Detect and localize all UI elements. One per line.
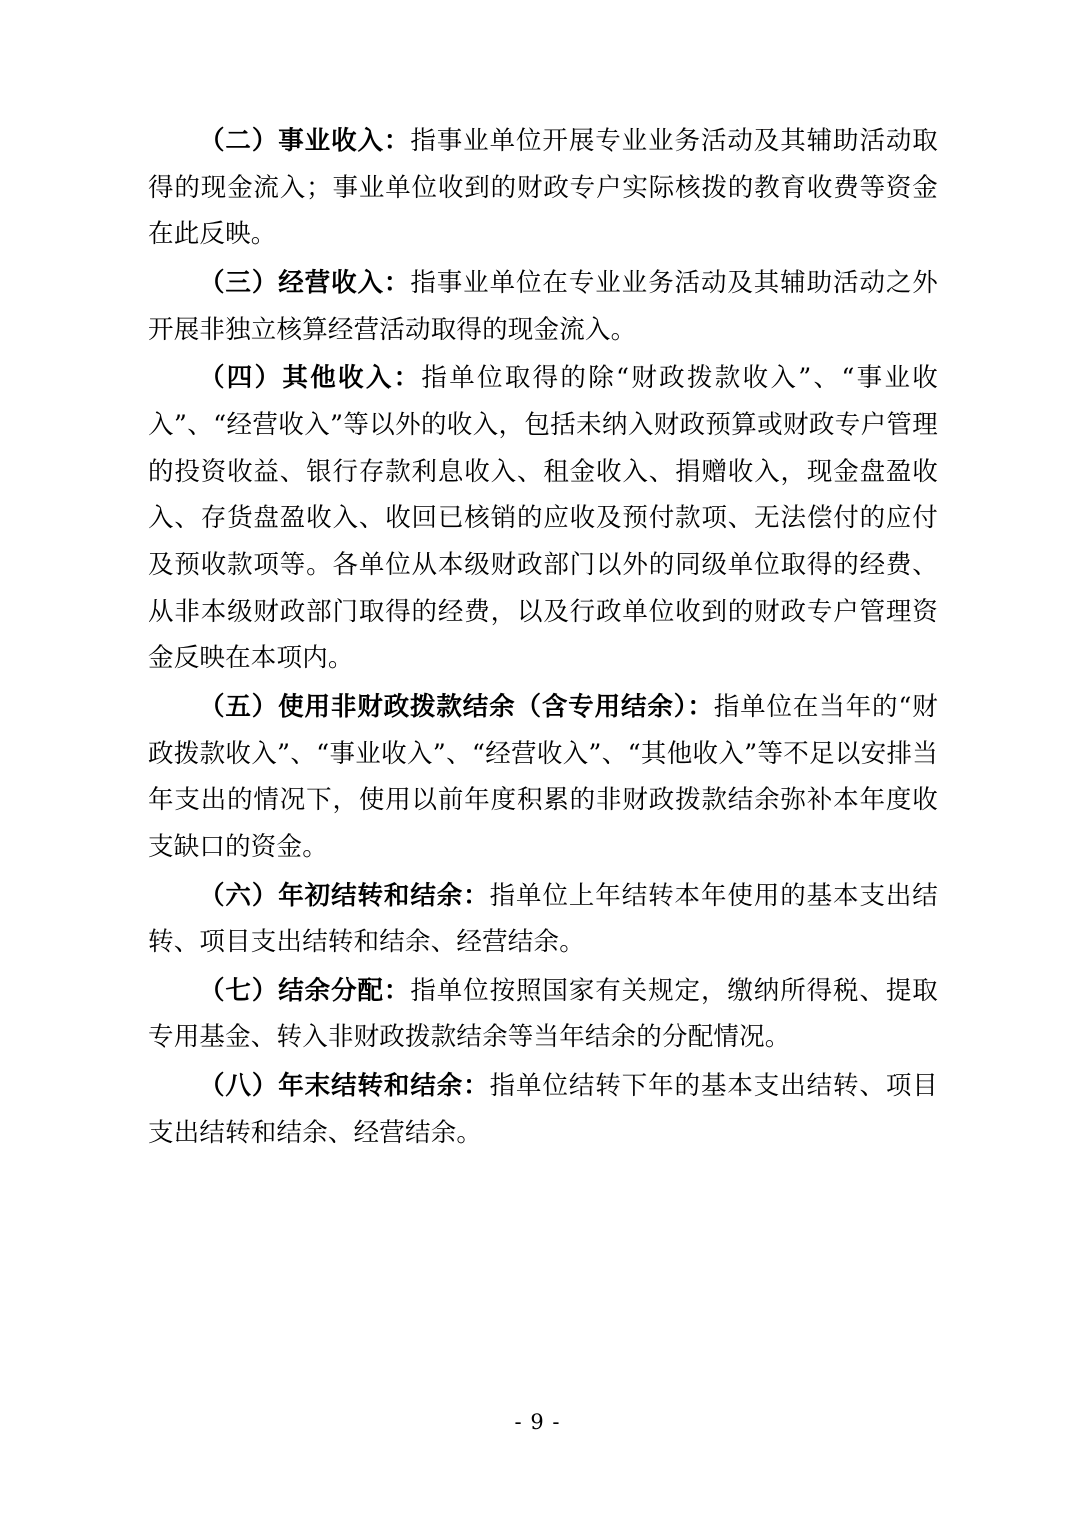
paragraph-item-4-body: 指单位取得的除“财政拨款收入”、“事业收入”、“经营收入”等以外的收入，包括未纳入财政预算或财政专户管理的投资收益、银行存款利息收入、租金收入、捐赠收入，现金盘盈收入、存货盘盈收入、收回已核销的应收及预付款项、无法偿付的应付及预收款项等。各单位从本级财政部门以外的同级单位取得的经费、从非本级财政部门取得的经费，以及行政单位收到的财政专户管理资金反映在本项内。 [148,363,938,674]
paragraph-item-6-lead: （六）年初结转和结余： [199,880,490,911]
paragraph-item-3-body: 指事业单位在专业业务活动及其辅助活动之外开展非独立核算经营活动取得的现金流入。 [148,267,938,345]
paragraph-item-2 [148,118,938,258]
paragraph-item-5-lead: （五）使用非财政拨款结余（含专用结余）： [199,691,714,722]
paragraph-item-2-body: 指事业单位开展专业业务活动及其辅助活动取得的现金流入；事业单位收到的财政专户实际核拨的教育收费等资金在此反映。 [148,126,938,250]
paragraph-item-4 [148,355,938,682]
paragraph-item-5-body: 指单位在当年的“财政拨款收入”、“事业收入”、“经营收入”、“其他收入”等不足以安排当年支出的情况下，使用以前年度积累的非财政拨款结余弥补本年度收支缺口的资金。 [148,691,938,862]
paragraph-item-3-lead: （三）经营收入： [199,267,411,298]
page-number: - 9 - [514,1410,561,1434]
paragraph-item-6 [148,873,938,966]
paragraph-item-8 [148,1063,938,1156]
paragraph-item-6-body: 指单位上年结转本年使用的基本支出结转、项目支出结转和结余、经营结余。 [148,880,939,958]
paragraph-item-2-lead: （二）事业收入： [199,126,411,156]
paragraph-item-4-lead: （四）其他收入： [199,363,422,394]
paragraph-item-7-lead: （七）结余分配： [199,975,411,1006]
paragraph-item-5 [148,684,938,871]
paragraph-item-8-body: 指单位结转下年的基本支出结转、项目支出结转和结余、经营结余。 [148,1071,939,1148]
paragraph-item-7 [148,968,938,1061]
paragraph-item-7-body: 指单位按照国家有关规定，缴纳所得税、提取专用基金、转入非财政拨款结余等当年结余的分配情况。 [148,975,938,1053]
document-body [148,118,938,1156]
paragraph-item-3 [148,260,938,353]
paragraph-item-8-lead: （八）年末结转和结余： [199,1071,490,1102]
